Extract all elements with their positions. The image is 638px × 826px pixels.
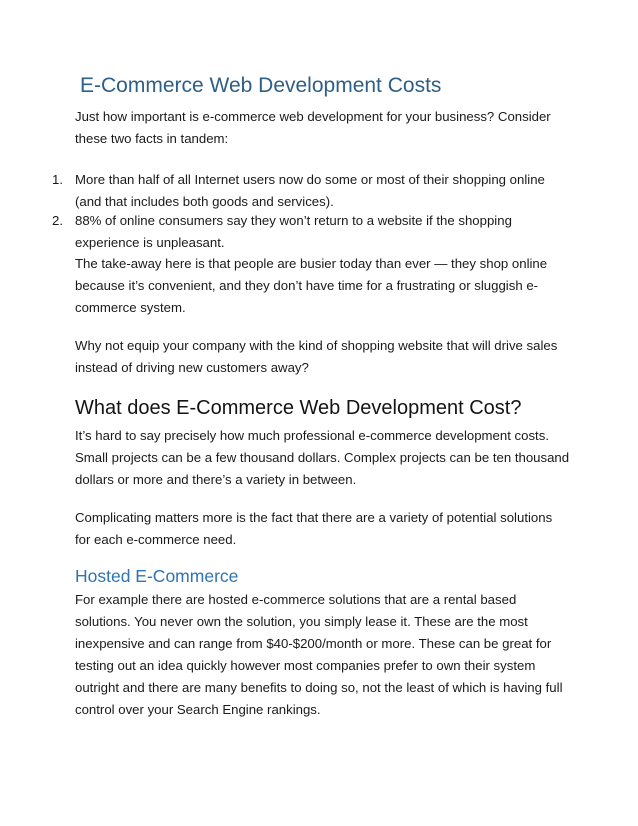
takeaway-line: commerce system. bbox=[75, 300, 186, 315]
list-number: 2. bbox=[52, 213, 63, 228]
why-line: instead of driving new customers away? bbox=[75, 360, 309, 375]
hosted-line: testing out an idea quickly however most companies prefer to own their system bbox=[75, 658, 536, 673]
list-line: experience is unpleasant. bbox=[75, 235, 225, 250]
page-title: E-Commerce Web Development Costs bbox=[80, 74, 442, 97]
complicating-line: for each e-commerce need. bbox=[75, 532, 237, 547]
list-item-text bbox=[75, 169, 565, 213]
hosted-line: inexpensive and can range from $40-$200/month or more. These can be great for bbox=[75, 636, 552, 651]
hosted-line: outright and there are many benefits to doing so, not the least of which is having full bbox=[75, 680, 563, 695]
list-line: More than half of all Internet users now do some or most of their shopping online bbox=[75, 172, 545, 187]
list-line: (and that includes both goods and services). bbox=[75, 194, 334, 209]
list-item-text bbox=[75, 210, 565, 254]
hosted-line: control over your Search Engine rankings. bbox=[75, 702, 321, 717]
why-paragraph bbox=[75, 335, 575, 379]
intro-line: these two facts in tandem: bbox=[75, 131, 229, 146]
cost-paragraph bbox=[75, 425, 575, 491]
list-line: 88% of online consumers say they won’t return to a website if the shopping bbox=[75, 213, 512, 228]
hosted-line: solutions. You never own the solution, you simply lease it. These are the most bbox=[75, 614, 528, 629]
cost-line: dollars or more and there’s a variety in between. bbox=[75, 472, 357, 487]
why-line: Why not equip your company with the kind of shopping website that will drive sales bbox=[75, 338, 558, 353]
complicating-line: Complicating matters more is the fact that there are a variety of potential solutions bbox=[75, 510, 553, 525]
complicating-paragraph bbox=[75, 507, 575, 551]
cost-line: It’s hard to say precisely how much professional e-commerce development costs. bbox=[75, 428, 549, 443]
takeaway-line: The take-away here is that people are busier today than ever — they shop online bbox=[75, 256, 548, 271]
takeaway-paragraph bbox=[75, 253, 575, 319]
list-number: 1. bbox=[52, 172, 63, 187]
hosted-line: For example there are hosted e-commerce solutions that are a rental based bbox=[75, 592, 517, 607]
cost-heading: What does E-Commerce Web Development Cost? bbox=[75, 397, 522, 419]
takeaway-line: because it’s convenient, and they don’t have time for a frustrating or sluggish e- bbox=[75, 278, 539, 293]
cost-line: Small projects can be a few thousand dollars. Complex projects can be ten thousand bbox=[75, 450, 570, 465]
hosted-heading: Hosted E-Commerce bbox=[75, 566, 239, 586]
intro-paragraph bbox=[75, 106, 575, 150]
intro-line: Just how important is e-commerce web development for your business? Consider bbox=[75, 109, 551, 124]
hosted-paragraph bbox=[75, 589, 575, 721]
